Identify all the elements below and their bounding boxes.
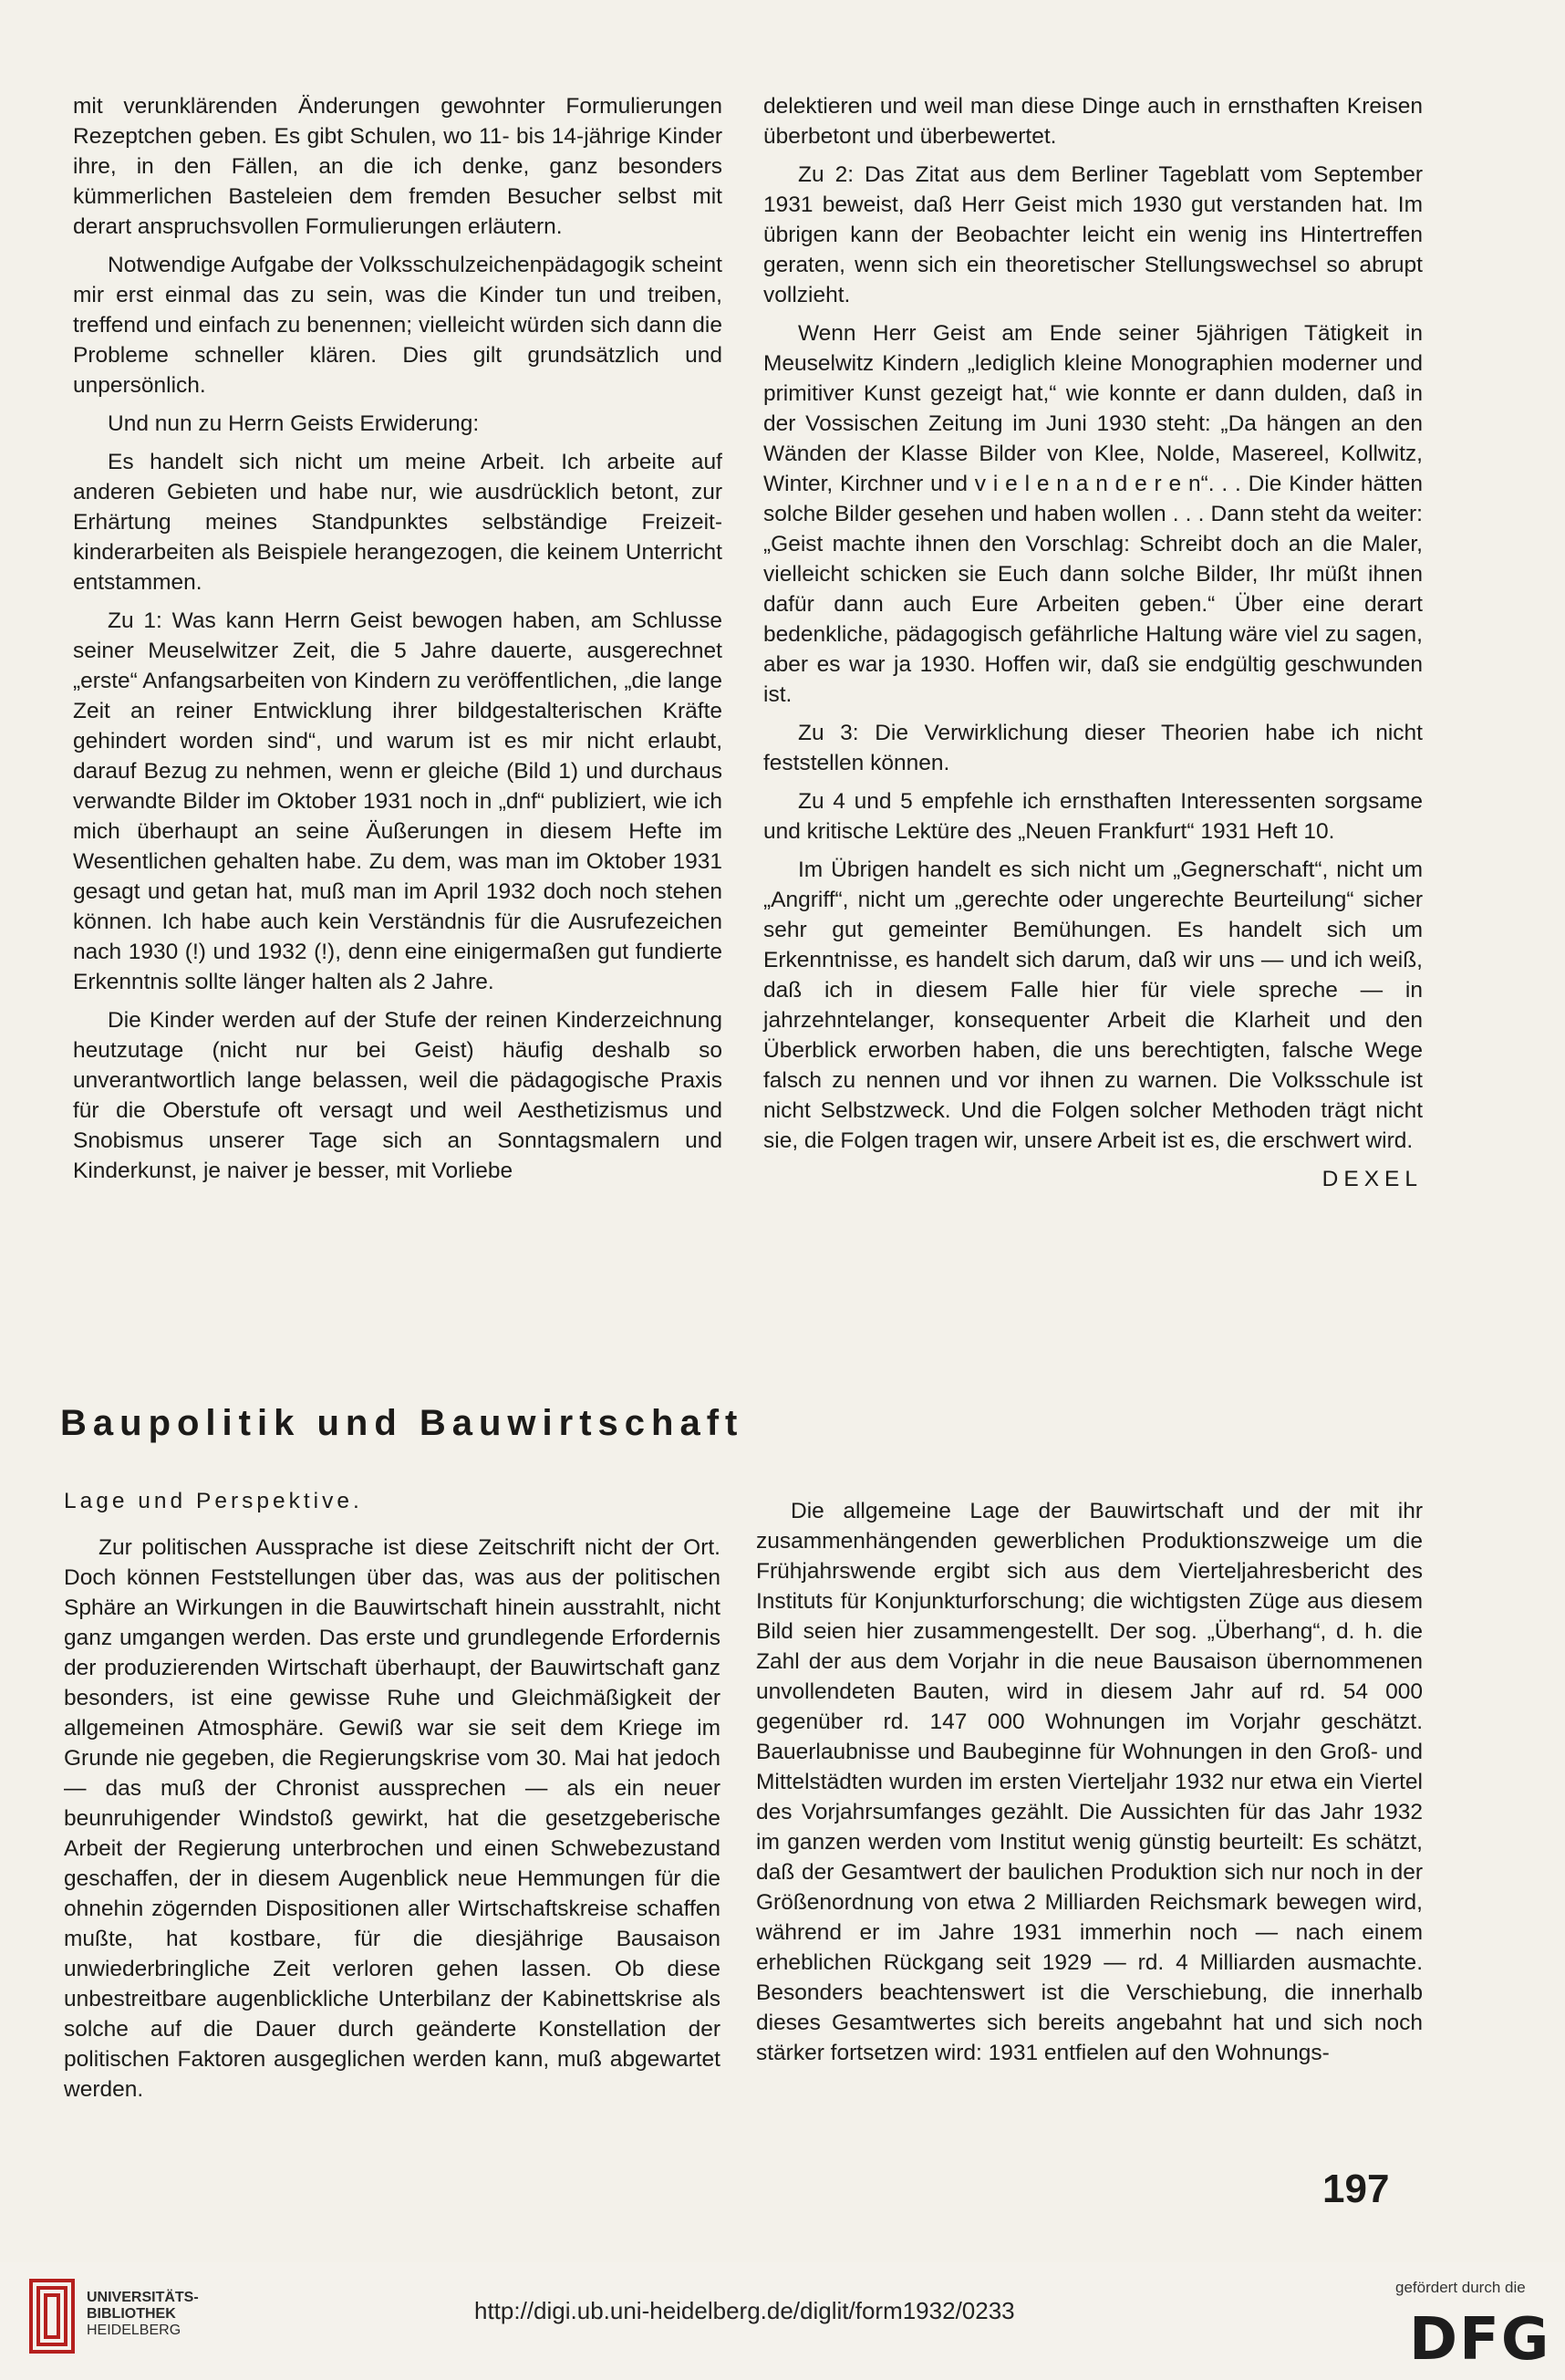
author-signature: DEXEL xyxy=(1321,1167,1423,1191)
paragraph: Zu 4 und 5 empfehle ich ernsthaften Interessenten sorgsame und kritische Lektüre des „Neuen Frankfurt“ 1931 Heft 10. xyxy=(763,789,1423,844)
paragraph: Die allgemeine Lage der Bauwirtschaft und der mit ihr zusammenhängenden gewerblichen Produktionszweige um die Frühjahrswende ergibt sich aus dem Vierteljahresbericht des Instituts für Konjunkturforschung; die wichtigsten Züge aus diesem Bild seien hier zusammengestellt. Der sog. „Überhang“, d. h. die Zahl der aus dem Vorjahr in die neue Bausaison übernommenen unvollendeten Bauten, wird in diesem Jahr auf rd. 54 000 gegenüber rd. 147 000 Wohnungen im Vorjahr geschätzt. Bauerlaubnisse und Baubeginne für Wohnungen in den Groß- und Mittelstädten wurden im ersten Vierteljahr 1932 nur etwa ein Viertel des Vorjahrsumfanges gezählt. Die Aussichten für das Jahr 1932 im ganzen werden vom Institut wenig günstig beurteilt: Es schätzt, daß der Gesamtwert der baulichen Produktion sich nur noch in der Größenordnung von etwa 2 Milliarden Reichsmark bewegen wird, während er im Jahre 1931 immerhin noch — nach einem erheblichen Rückgang seit 1929 — rd. 4 Milliarden ausmachte. Besonders beachtenswert ist die Verschiebung, die innerhalb dieses Gesamtwertes sich bereits angebahnt hat und sich noch stärker fortsetzen wird: 1931 entfielen auf den Wohnungs- xyxy=(756,1499,1423,2065)
funding-note: gefördert durch die xyxy=(1395,2279,1526,2296)
paragraph: Die Kinder werden auf der Stufe der reinen Kinderzeichnung heutzutage (nicht nur bei Geist) häufig deshalb so unverantwortlich lange belassen, weil die pädagogische Praxis für die Oberstufe oft versagt und weil Aesthetizismus und Snobismus unserer Tage sich an Sonntagsmalern und Kinderkunst, je naiver je besser, mit Vorliebe xyxy=(73,1008,722,1183)
paragraph: Im Übrigen handelt es sich nicht um „Gegnerschaft“, nicht um „Angriff“, nicht um „gerechte oder ungerechte Beurteilung“ sicher sehr gut gemeinter Bemühungen. Es handelt sich um Erkenntnisse, es handelt sich darum, daß wir uns — und ich weiß, daß ich in diesem Falle hier für viele spreche — in jahrzehntelanger, konsequenter Arbeit die Klarheit und den Überblick erworben haben, die uns berechtigten, falsche Wege falsch zu nennen und vor ihnen zu warnen. Die Volksschule ist nicht Selbstzweck. Und die Folgen solcher Methoden trägt nicht sie, die Folgen tragen wir, unsere Arbeit ist es, die erschwert wird. xyxy=(763,857,1423,1153)
paragraph: mit verunklärenden Änderungen gewohnter Formulierungen Rezeptchen geben. Es gibt Schulen, wo 11- bis 14-jährige Kinder ihre, in den Fällen, an die ich denke, ganz besonders kümmerlichen Basteleien dem fremden Besucher selbst mit derart anspruchsvollen Formulierungen erläutern. xyxy=(73,94,722,239)
paragraph: Zur politischen Aussprache ist diese Zeitschrift nicht der Ort. Doch können Feststellungen über das, was aus der politischen Sphäre an Wirkungen in die Bauwirtschaft hinein ausstrahlt, nicht ganz umgangen werden. Das erste und grundlegende Erfordernis der produzierenden Wirtschaft überhaupt, der Bauwirtschaft ganz besonders, ist eine gewisse Ruhe und Gleichmäßigkeit der allgemeinen Atmosphäre. Gewiß war sie seit dem Kriege im Grunde nie gegeben, die Regierungskrise vom 30. Mai hat jedoch — das muß der Chronist aussprechen — als ein neuer beunruhigender Windstoß gewirkt, hat die gesetzgeberische Arbeit der Regierung unterbrochen und einen Schwebezustand geschaffen, der in diesem Augenblick neue Hemmungen für die ohnehin zögernden Dispositionen aller Wirtschaftskreise schaffen mußte, hat kostbare, für die diesjährige Bausaison unwiederbringliche Zeit verloren gehen lassen. Ob diese unbestreitbare augenblickliche Unterbilanz der Kabinettskrise als solche auf die Dauer durch geänderte Konstellation der politischen Faktoren ausgeglichen werden kann, muß abgewartet werden. xyxy=(64,1535,720,2102)
library-line: BIBLIOTHEK xyxy=(87,2306,176,2322)
library-line: UNIVERSITÄTS- xyxy=(87,2290,199,2305)
paragraph: Zu 2: Das Zitat aus dem Berliner Tageblatt vom September 1931 beweist, daß Herr Geist mich 1930 gut verstanden hat. Im übrigen kann der Beobachter leicht ein wenig ins Hintertreffen geraten, wenn sich ein theoretischer Stellungswechsel so abrupt vollzieht. xyxy=(763,162,1423,307)
section-subhead: Lage und Perspektive. xyxy=(64,1489,363,1513)
library-name xyxy=(87,2290,199,2339)
paragraph: delektieren und weil man diese Dinge auch in ernsthaften Kreisen überbetont und überbewertet. xyxy=(763,94,1423,149)
column-top-right xyxy=(763,91,1423,1202)
column-bottom-right xyxy=(756,1496,1423,2076)
page-number: 197 xyxy=(1322,2167,1390,2211)
paragraph: Zu 3: Die Verwirklichung dieser Theorien habe ich nicht feststellen können. xyxy=(763,721,1423,775)
paragraph: Wenn Herr Geist am Ende seiner 5jährigen Tätigkeit in Meuselwitz Kindern „lediglich kleine Monographien moderner und primitiver Kunst gezeigt hat,“ wie konnte er dann dulden, daß in der Vossischen Zeitung im Juni 1930 steht: „Da hängen an den Wänden der Klasse Bilder von Klee, Nolde, Masereel, Kollwitz, Winter, Kirchner und v i e l e n a n d e r e n“. . . Die Kinder hätten solche Bilder gesehen und haben wollen . . . Dann steht da weiter: „Geist machte ihnen den Vorschlag: Schreibt doch an die Maler, vielleicht schicken sie Euch dann solche Bilder, Ihr müßt ihnen dafür dann auch Eure Arbeiten geben.“ Über eine derart bedenkliche, pädagogisch gefährliche Haltung wäre viel zu sagen, aber es war ja 1930. Hoffen wir, daß sie endgültig geschwunden ist. xyxy=(763,321,1423,707)
paragraph: Notwendige Aufgabe der Volksschulzeichenpädagogik scheint mir erst einmal das zu sein, was die Kinder tun und treiben, treffend und einfach zu benennen; vielleicht würden sich dann die Probleme schneller klären. Dies gilt grundsätzlich und unpersönlich. xyxy=(73,253,722,398)
paragraph: Zu 1: Was kann Herrn Geist bewogen haben, am Schlusse seiner Meuselwitzer Zeit, die 5 Jahre dauerte, ausgerechnet „erste“ Anfangsarbeiten von Kindern zu veröffentlichen, „die lange Zeit an reiner Entwicklung ihrer bildgestalterischen Kräfte gehindert worden sind“, und warum ist es mir nicht erlaubt, darauf Bezug zu nehmen, wenn er gleiche (Bild 1) und durchaus verwandte Bilder im Oktober 1931 noch in „dnf“ publiziert, wie ich mich überhaupt an seine Äußerungen in diesem Hefte im Wesentlichen gehalten habe. Zu dem, was man im Oktober 1931 gesagt und getan hat, muß man im April 1932 doch noch stehen können. Ich habe auch kein Verständnis für die Ausrufezeichen nach 1930 (!) und 1932 (!), denn eine einigermaßen gut fundierte Erkenntnis sollte länger halten als 2 Jahre. xyxy=(73,608,722,994)
column-top-left xyxy=(73,91,722,1194)
library-logo-icon xyxy=(29,2279,75,2354)
paragraph: Es handelt sich nicht um meine Arbeit. Ich arbeite auf anderen Gebieten und habe nur, wie ausdrücklich betont, zur Erhärtung meines Standpunktes selbständige Freizeitkinderarbeiten als Beispiele herangezogen, die keinem Unterricht entstammen. xyxy=(73,450,722,595)
dfg-logo: DFG xyxy=(1409,2306,1551,2374)
permalink-url[interactable]: http://digi.ub.uni-heidelberg.de/diglit/form1932/0233 xyxy=(474,2297,1015,2324)
section-title: Baupolitik und Bauwirtschaft xyxy=(60,1403,744,1443)
paragraph: Und nun zu Herrn Geists Erwiderung: xyxy=(108,411,480,436)
library-line: HEIDELBERG xyxy=(87,2323,181,2338)
column-bottom-left xyxy=(64,1533,720,2113)
